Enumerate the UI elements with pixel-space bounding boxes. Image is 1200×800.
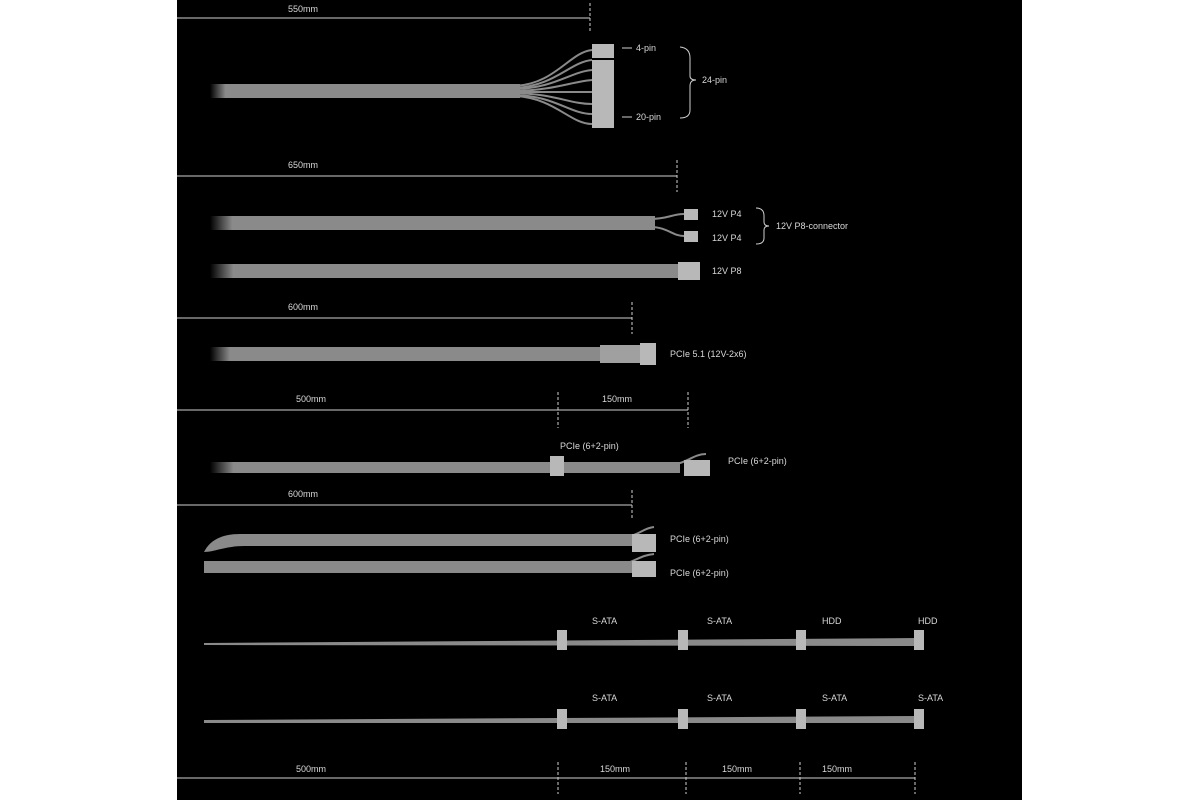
hdd2-connector [914,630,924,650]
atx-wire-fan [515,50,592,124]
pcie-b-split [630,554,654,562]
atx-24pin-label: 24-pin [702,75,728,85]
sata1-2-label: S-ATA [707,616,733,626]
sata2-3-label: S-ATA [822,693,848,703]
sata2-3-connector [796,709,806,729]
cpu-p4-label-a: 12V P4 [712,209,742,219]
atx-cable [210,84,520,98]
pcie-mid-connector [550,456,564,476]
cpu-p8-bracket [756,208,769,244]
hdd1-connector [796,630,806,650]
sata2-4-connector [914,709,924,729]
sata2-4-label: S-ATA [918,693,944,703]
sata1-2-connector [678,630,688,650]
cpu-p8-connector-label: 12V P8-connector [776,221,849,231]
dim-line-sata [177,762,915,794]
atx-4pin-connector [592,44,614,58]
pcie-b-connector [632,561,656,577]
dim-label-500-pcie: 500mm [296,394,327,404]
pcie-b-cable [204,561,636,573]
pcie-a-label: PCIe (6+2-pin) [670,534,729,544]
cpu-p8-connector [678,262,700,280]
dim-label-150-pcie: 150mm [602,394,633,404]
dim-line-600 [177,302,632,334]
dim-line-600-pcie [177,490,632,520]
atx-20pin-label: 20-pin [636,112,662,122]
cpu-p4-label-b: 12V P4 [712,233,742,243]
atx-4pin-label: 4-pin [636,43,657,53]
dim-line-650 [177,160,677,192]
dim-label-600: 600mm [288,302,319,312]
pcie51-label: PCIe 5.1 (12V-2x6) [670,349,747,359]
sata1-1-connector [557,630,567,650]
pcie-end-label: PCIe (6+2-pin) [728,456,787,466]
sata2-2-connector [678,709,688,729]
sata2-1-label: S-ATA [592,693,618,703]
pcie-a-cable [204,534,634,552]
sata2-2-label: S-ATA [707,693,733,703]
dim-line-550 [177,3,590,33]
sata1-1-label: S-ATA [592,616,618,626]
pcie51-cable [210,347,610,361]
dim-label-600-pcie: 600mm [288,489,319,499]
hdd1-label: HDD [822,616,842,626]
pcie51-connector [640,343,656,365]
pcie-end-connector [684,460,710,476]
dim-label-150-sata-3: 150mm [822,764,853,774]
pcie-mid-label: PCIe (6+2-pin) [560,441,619,451]
dim-label-550: 550mm [288,4,319,14]
pcie-b-label: PCIe (6+2-pin) [670,568,729,578]
pcie-chain-cable [210,462,680,473]
cpu-p8-cable [210,264,678,278]
dim-label-150-sata-1: 150mm [600,764,631,774]
cpu-p4-connector-a [684,209,698,220]
cpu-p4-connector-b [684,231,698,242]
pcie51-sleeve [600,345,640,363]
cpu-p4-cable [210,216,655,230]
cpu-p8-label: 12V P8 [712,266,742,276]
dim-label-500-sata: 500mm [296,764,327,774]
sata2-1-connector [557,709,567,729]
atx-bracket [622,47,696,118]
pcie-a-connector [632,534,656,552]
cpu-p4-split [650,214,684,236]
hdd2-label: HDD [918,616,938,626]
dim-label-150-sata-2: 150mm [722,764,753,774]
dim-label-650: 650mm [288,160,319,170]
atx-20pin-connector [592,60,614,128]
